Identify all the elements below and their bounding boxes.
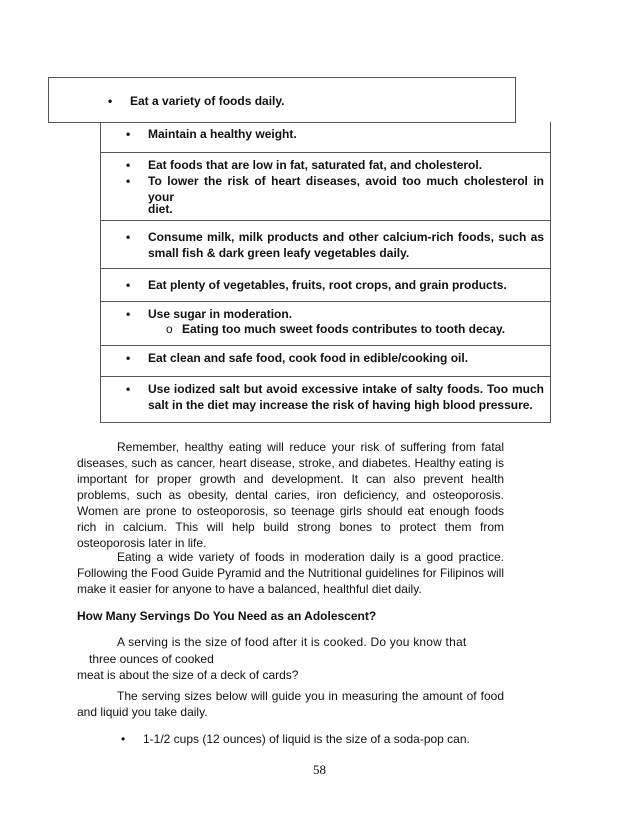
bullet-icon: • [126,127,131,141]
bullet-icon: • [126,230,131,244]
bullet-icon: • [108,94,113,108]
tip-text: Eat clean and safe food, cook food in edible/cooking oil. [148,351,469,365]
tip-text: Use sugar in moderation. [148,307,293,321]
serving-line-3: meat is about the size of a deck of cards? [77,668,299,682]
tip-text: To lower the risk of heart diseases, avoid too much cholesterol in your [148,174,544,204]
bullet-icon: • [126,158,131,172]
paragraph-remember: Remember, healthy eating will reduce your risk of suffering from fatal diseases, such as cancer, heart disease, stroke, and diabetes. Healthy eating is important for proper growth and development. It can also prevent health problems, such as obesity, dental caries, iron deficiency, and osteoporosis. Women are prone to osteoporosis, so teenage girls should eat enough foods rich in calcium. This will help build strong bones to protect them from osteoporosis later in life. [77,440,504,550]
bullet-icon: • [126,278,131,292]
paragraph-variety: Eating a wide variety of foods in moderation daily is a good practice. Following the Food Guide Pyramid and the Nutritional guidelines for Filipinos will make it easier for anyone to have a balanced, healthful diet daily. [77,550,504,596]
tip-text: Eat foods that are low in fat, saturated fat, and cholesterol. [148,158,483,172]
section-heading: How Many Servings Do You Need as an Adolescent? [77,609,377,623]
bullet-icon: • [121,732,126,746]
bullet-icon: • [126,307,131,321]
tip-text: Use iodized salt but avoid excessive intake of salty foods. Too much salt in the diet may increase the risk of having high blood pressure. [148,382,544,412]
serving-line-1: A serving is the size of food after it is cooked. Do you know that [117,635,467,649]
page-number: 58 [313,762,326,777]
paragraph-serving-sizes: The serving sizes below will guide you in measuring the amount of food and liquid you take daily. [77,689,504,719]
serving-text: 1-1/2 cups (12 ounces) of liquid is the size of a soda-pop can. [143,732,470,746]
sub-bullet-icon: o [166,322,173,336]
bullet-icon: • [126,382,131,396]
tip-text: Eat a variety of foods daily. [130,94,285,108]
tip-text: Eat plenty of vegetables, fruits, root crops, and grain products. [148,278,507,292]
bullet-icon: • [126,174,131,188]
tip-text: Consume milk, milk products and other calcium-rich foods, such as small fish & dark green leafy vegetables daily. [148,230,544,260]
tip-text-continued: diet. [148,202,173,216]
serving-line-2: three ounces of cooked [89,652,214,666]
bullet-icon: • [126,351,131,365]
tip-text: Maintain a healthy weight. [148,127,297,141]
tip-sub-text: Eating too much sweet foods contributes to tooth decay. [182,322,506,336]
